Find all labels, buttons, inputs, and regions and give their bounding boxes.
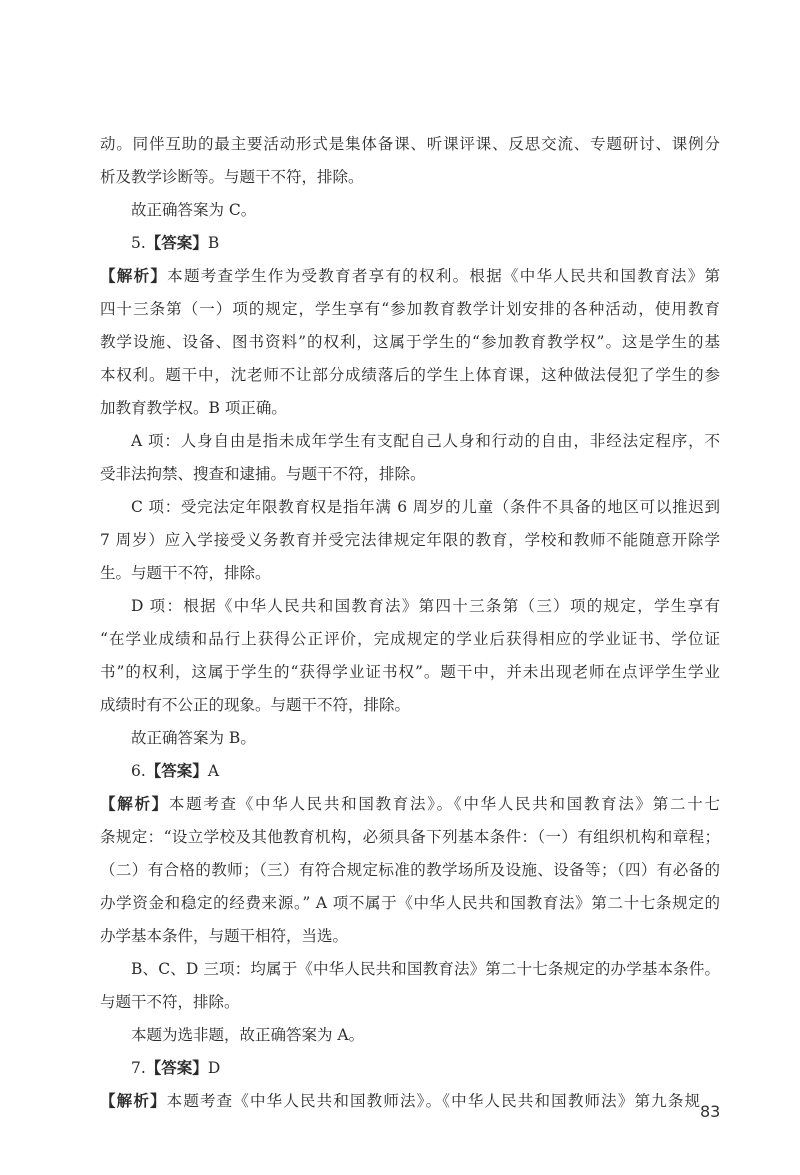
paragraph-line: 条规定：“设立学校及其他教育机构，必须具备下列基本条件：（一）有组织机构和章程； [100, 828, 720, 846]
paragraph-line: 办学资金和稳定的经费来源。” A 项不属于《中华人民共和国教育法》第二十七条规定的 [100, 894, 720, 912]
analysis-tag: 【解析】 [100, 794, 169, 813]
paragraph-line: 成绩时有不公正的现象。与题干不符，排除。 [100, 696, 411, 714]
analysis-line [100, 266, 720, 286]
paragraph-line: （二）有合格的教师；（三）有符合规定标准的教学场所及设施、设备等；（四）有必备的 [100, 861, 720, 879]
paragraph-line: A 项：人身自由是指未成年学生有支配自己人身和行动的自由，非经法定程序，不 [131, 432, 720, 450]
question-6-answer [131, 761, 720, 781]
paragraph-line: 教学设施、设备、图书资料”的权利，这属于学生的“参加教育教学权”。这是学生的基 [100, 333, 720, 351]
answer-conclusion: 本题为选非题，故正确答案为 A。 [131, 1026, 365, 1044]
answer-value: A [207, 762, 220, 780]
question-number: 6. [131, 762, 146, 780]
analysis-tag: 【解析】 [100, 266, 168, 285]
answer-value: B [207, 234, 220, 252]
paragraph-line: 办学基本条件，与题干相符，当选。 [100, 927, 349, 945]
paragraph-line: 析及教学诊断等。与题干不符，排除。 [100, 168, 364, 186]
paragraph-line: D 项：根据《中华人民共和国教育法》第四十三条第（三）项的规定，学生享有 [131, 597, 720, 615]
paragraph-line: 生。与题干不符，排除。 [100, 564, 271, 582]
analysis-line [100, 1091, 700, 1111]
paragraph-line: 本权利。题干中，沈老师不让部分成绩落后的学生上体育课，这种做法侵犯了学生的参 [100, 366, 720, 384]
page-number: 83 [700, 1102, 721, 1121]
paragraph-line: C 项：受完法定年限教育权是指年满 6 周岁的儿童（条件不具备的地区可以推迟到 [131, 498, 720, 516]
paragraph-line: 与题干不符，排除。 [100, 993, 240, 1011]
paragraph-line: 四十三条第（一）项的规定，学生享有“参加教育教学计划安排的各种活动，使用教育 [100, 300, 720, 318]
answer-conclusion: 故正确答案为 C。 [131, 201, 257, 219]
paragraph-line: 书”的权利，这属于学生的“获得学业证书权”。题干中，并未出现老师在点评学生学业 [100, 663, 720, 681]
paragraph-line: “在学业成绩和品行上获得公正评价，完成规定的学业后获得相应的学业证书、学位证 [100, 630, 720, 648]
analysis-text: 本题考查《中华人民共和国教师法》。《中华人民共和国教师法》第九条规 [166, 1092, 700, 1110]
question-5-answer [131, 233, 720, 253]
answer-value: D [207, 1059, 221, 1077]
analysis-line [100, 794, 720, 814]
analysis-text: 本题考查《中华人民共和国教育法》。《中华人民共和国教育法》第二十七 [168, 795, 720, 813]
paragraph-line: 7 周岁）应入学接受义务教育并受完法律规定年限的教育，学校和教师不能随意开除学 [100, 531, 720, 549]
answer-tag: 【答案】 [145, 233, 208, 252]
question-number: 7. [131, 1059, 146, 1077]
paragraph-line: 动。同伴互助的最主要活动形式是集体备课、听课评课、反思交流、专题研讨、课例分 [100, 135, 720, 153]
question-number: 5. [131, 234, 146, 252]
answer-tag: 【答案】 [145, 1058, 208, 1077]
answer-tag: 【答案】 [145, 761, 208, 780]
analysis-tag: 【解析】 [100, 1091, 167, 1110]
question-7-answer [131, 1058, 720, 1078]
paragraph-line: 受非法拘禁、搜查和逮捕。与题干不符，排除。 [100, 465, 426, 483]
answer-conclusion: 故正确答案为 B。 [131, 729, 256, 747]
analysis-text: 本题考查学生作为受教育者享有的权利。根据《中华人民共和国教育法》第 [167, 267, 720, 285]
paragraph-line: 加教育教学权。B 项正确。 [100, 399, 287, 417]
paragraph-line: B、C、D 三项：均属于《中华人民共和国教育法》第二十七条规定的办学基本条件。 [131, 960, 720, 978]
